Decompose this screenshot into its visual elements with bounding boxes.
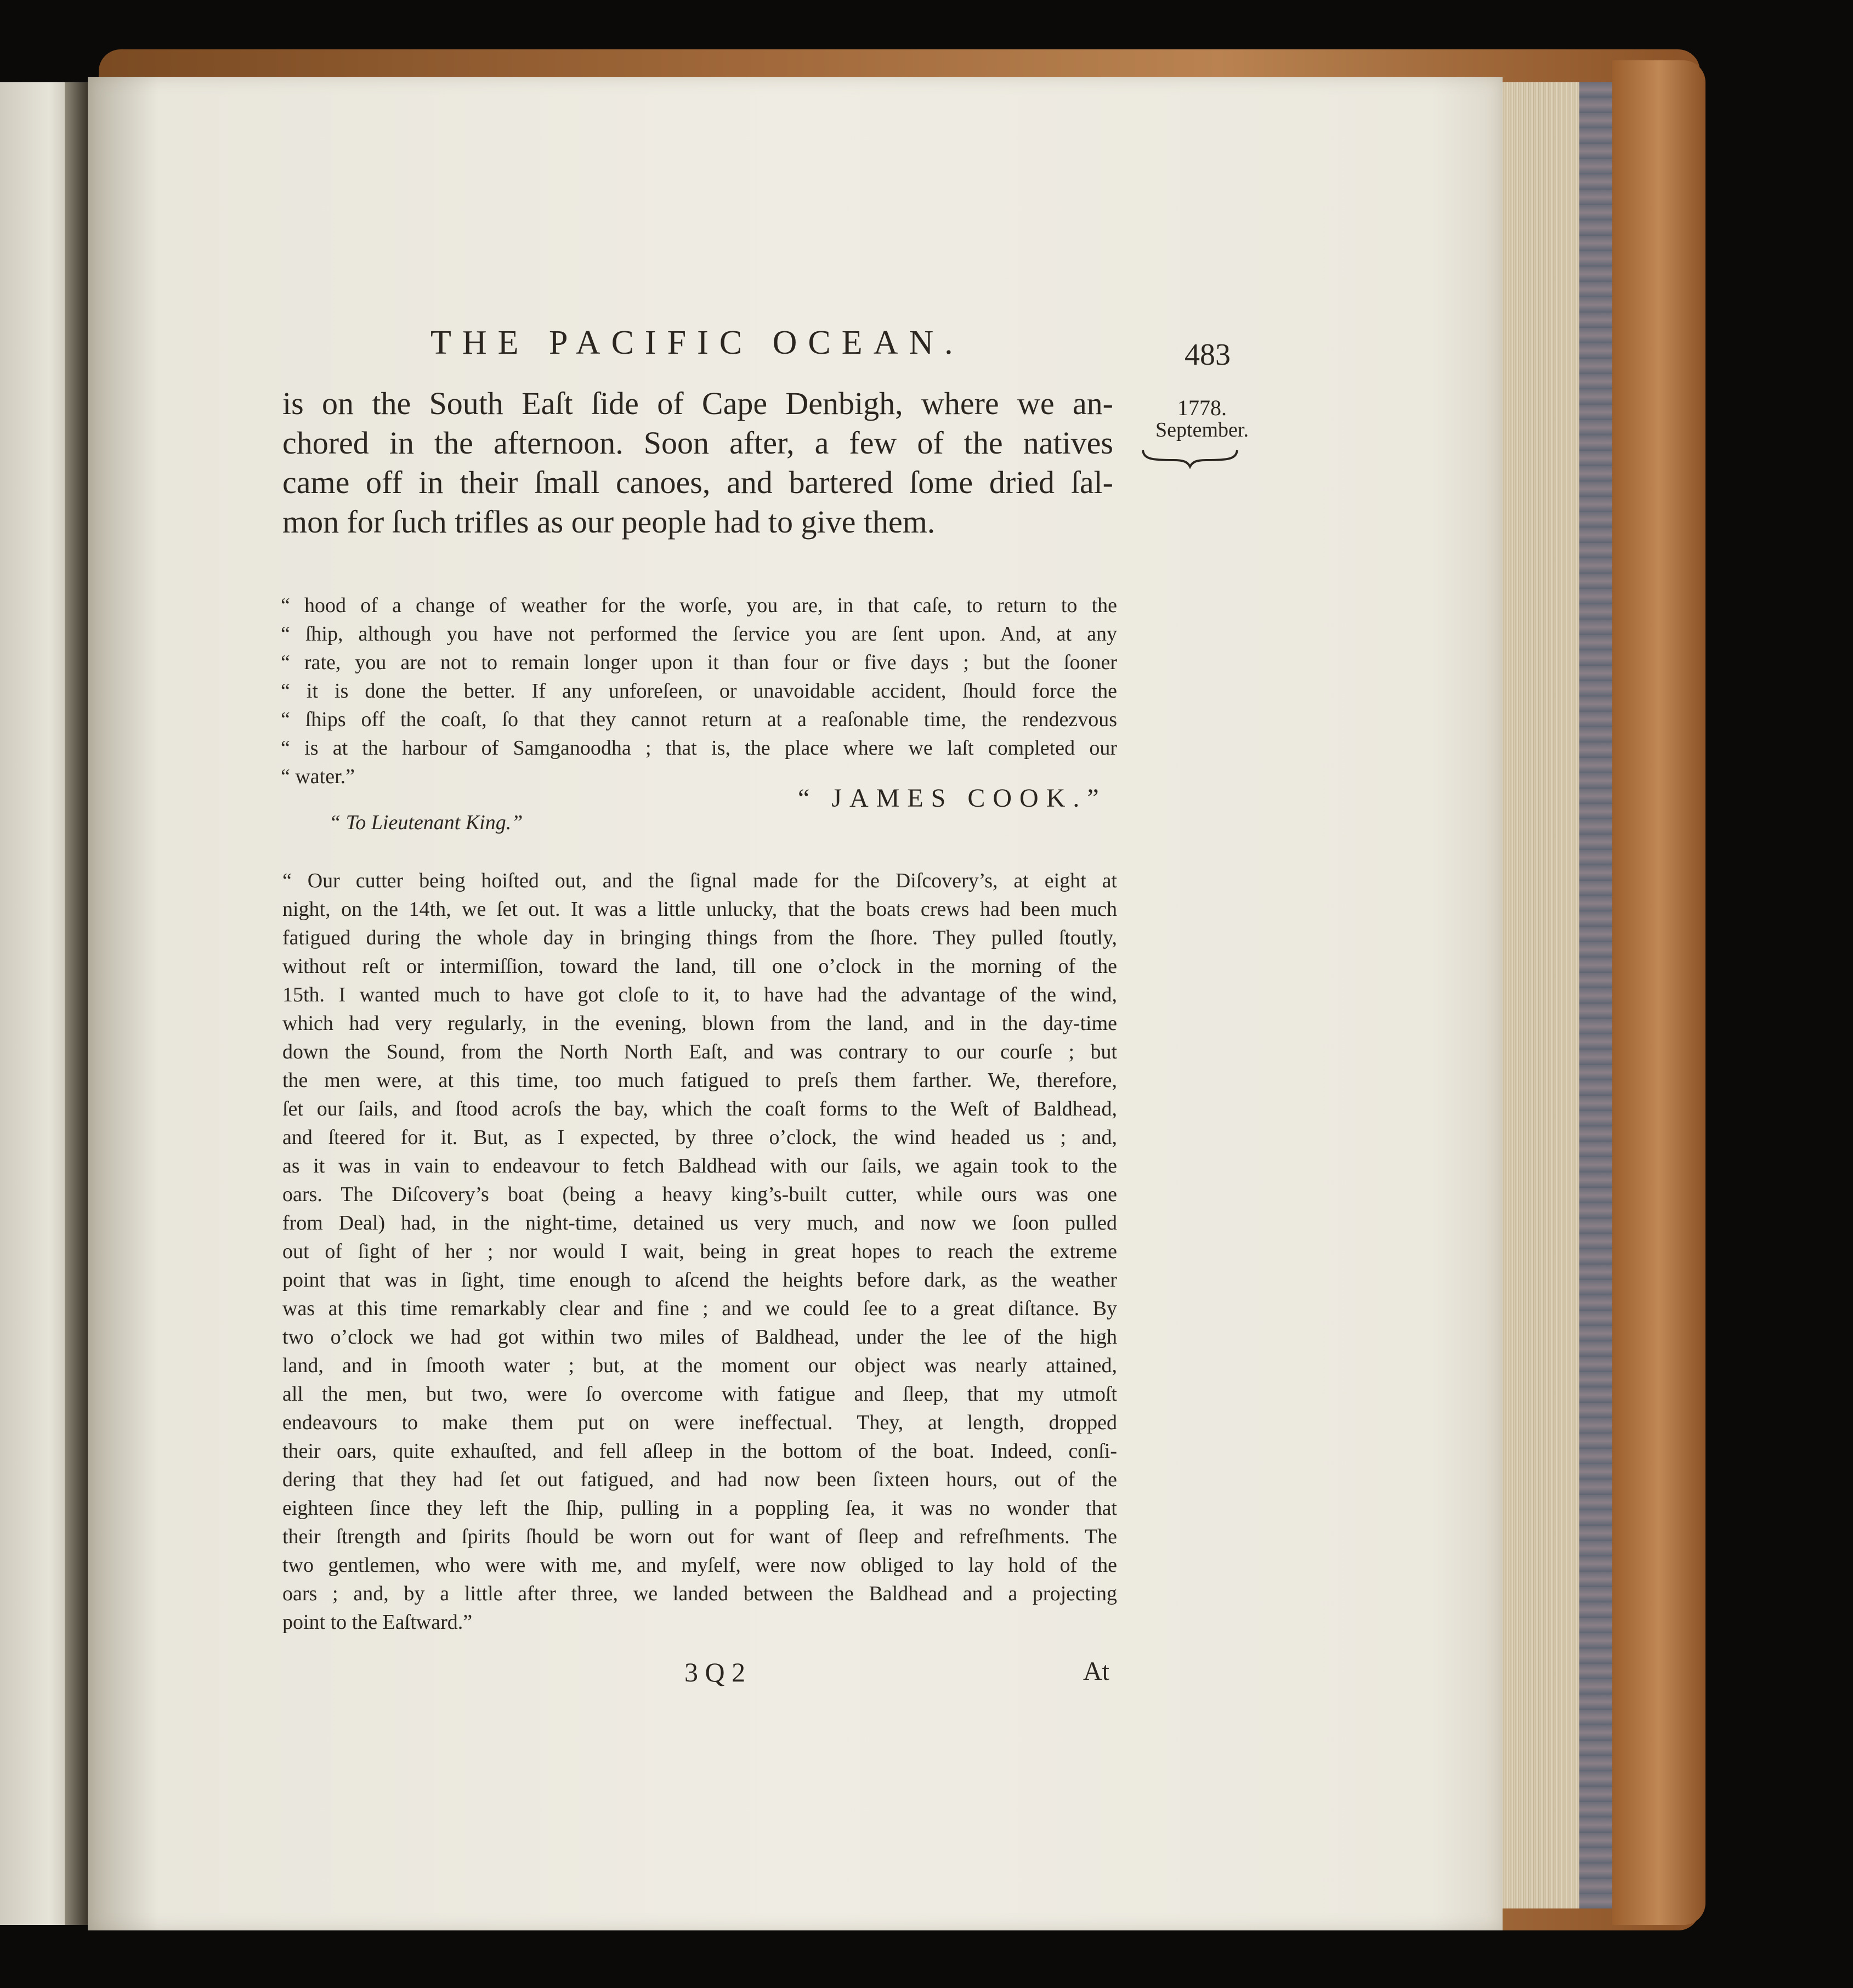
narrative-line: two gentlemen, who were with me, and myſelf, were now obliged to lay hold of the xyxy=(282,1554,1117,1577)
narrative-line: out of ſight of her ; nor would I wait, being in great hopes to reach the extreme xyxy=(282,1240,1117,1263)
narrative-line: down the Sound, from the North North Eaſt, and was contrary to our courſe ; but xyxy=(282,1040,1117,1063)
quote-line: “ it is done the better. If any unforeſeen, or unavoidable accident, ſhould force the xyxy=(281,679,1117,703)
cover-board xyxy=(1612,60,1705,1925)
narrative-line: dering that they had ſet out fatigued, and had now been ſixteen hours, out of the xyxy=(282,1468,1117,1491)
narrative-line: all the men, but two, were ſo overcome with fatigue and ſleep, that my utmoſt xyxy=(282,1383,1117,1406)
margin-year: 1778. xyxy=(1177,395,1227,420)
quote-line: “ hood of a change of weather for the worſe, you are, in that caſe, to return to the xyxy=(281,594,1117,617)
running-title: THE PACIFIC OCEAN. xyxy=(430,324,964,361)
narrative-line: which had very regularly, in the evening, blown from the land, and in the day-time xyxy=(282,1012,1117,1035)
narrative-line: ſet our ſails, and ſtood acroſs the bay, which the coaſt forms to the Weſt of Baldhead, xyxy=(282,1097,1117,1120)
quote-line: “ ſhips off the coaſt, ſo that they cannot return at a reaſonable time, the rendezvous xyxy=(281,708,1117,731)
narrative-line: fatigued during the whole day in bringing things from the ſhore. They pulled ſtoutly, xyxy=(282,926,1117,949)
lead-line: mon for ſuch trifles as our people had to give them. xyxy=(282,504,936,540)
narrative-line: two o’clock we had got within two miles of Baldhead, under the lee of the high xyxy=(282,1326,1117,1349)
narrative-line: oars ; and, by a little after three, we landed between the Baldhead and a projecting xyxy=(282,1582,1117,1605)
quoted-orders xyxy=(281,591,1117,791)
page-number: 483 xyxy=(1185,338,1231,372)
narrative-line: 15th. I wanted much to have got cloſe to it, to have had the advantage of the wind, xyxy=(282,983,1117,1006)
narrative-line: eighteen ſince they left the ſhip, pulling in a poppling ſea, it was no wonder that xyxy=(282,1497,1117,1520)
quote-line: “ is at the harbour of Samganoodha ; that is, the place where we laſt completed our xyxy=(281,737,1117,760)
recipient: “ To Lieutenant King.” xyxy=(329,811,523,834)
narrative-line: point to the Eaſtward.” xyxy=(282,1611,473,1634)
narrative-line: oars. The Diſcovery’s boat (being a heavy king’s-built cutter, while ours was one xyxy=(282,1183,1117,1206)
lead-paragraph xyxy=(282,384,1113,542)
narrative-line: as it was in vain to endeavour to fetch Baldhead with our ſails, we again took to the xyxy=(282,1154,1117,1177)
narrative-line: endeavours to make them put on were ineffectual. They, at length, dropped xyxy=(282,1411,1117,1434)
narrative-line: “ Our cutter being hoiſted out, and the ſignal made for the Diſcovery’s, at eight at xyxy=(282,869,1117,892)
lead-line: is on the South Eaſt ſide of Cape Denbigh, where we an- xyxy=(282,386,1113,421)
narrative-line: night, on the 14th, we ſet out. It was a little unlucky, that the boats crews had been much xyxy=(282,898,1117,921)
quote-line: “ ſhip, although you have not performed the ſervice you are ſent upon. And, at any xyxy=(281,622,1117,645)
margin-month: September. xyxy=(1155,418,1249,441)
marbled-edge xyxy=(1579,82,1612,1908)
narrative-line: land, and in ſmooth water ; but, at the moment our object was nearly attained, xyxy=(282,1354,1117,1377)
narrative-line: from Deal) had, in the night-time, detained us very much, and now we ſoon pulled xyxy=(282,1211,1117,1234)
narrative-line: the men were, at this time, too much fatigued to preſs them farther. We, therefore, xyxy=(282,1069,1117,1092)
quote-line: “ water.” xyxy=(281,765,355,788)
narrative-line: their oars, quite exhauſted, and fell aſleep in the bottom of the boat. Indeed, conſi- xyxy=(282,1440,1117,1463)
narrative-line: was at this time remarkably clear and fine ; and we could ſee to a great diſtance. By xyxy=(282,1297,1117,1320)
lead-line: chored in the afternoon. Soon after, a few of the natives xyxy=(282,425,1113,461)
lead-line: came off in their ſmall canoes, and bartered ſome dried ſal- xyxy=(282,465,1113,500)
brace-icon xyxy=(1141,447,1239,469)
gutter-shadow xyxy=(65,82,88,1925)
catchword: At xyxy=(1083,1657,1109,1686)
quote-line: “ rate, you are not to remain longer upon it than four or five days ; but the ſooner xyxy=(281,651,1117,674)
narrative xyxy=(282,866,1117,1636)
signature: “ JAMES COOK.” xyxy=(798,784,1107,813)
narrative-line: their ſtrength and ſpirits ſhould be worn out for want of ſleep and refreſhments. The xyxy=(282,1525,1117,1548)
narrative-line: point that was in ſight, time enough to aſcend the heights before dark, as the weather xyxy=(282,1268,1117,1292)
signature-mark: 3 Q 2 xyxy=(684,1657,746,1687)
narrative-line: and ſteered for it. But, as I expected, by three o’clock, the wind headed us ; and, xyxy=(282,1126,1117,1149)
narrative-line: without reſt or intermiſſion, toward the land, till one o’clock in the morning of the xyxy=(282,955,1117,978)
